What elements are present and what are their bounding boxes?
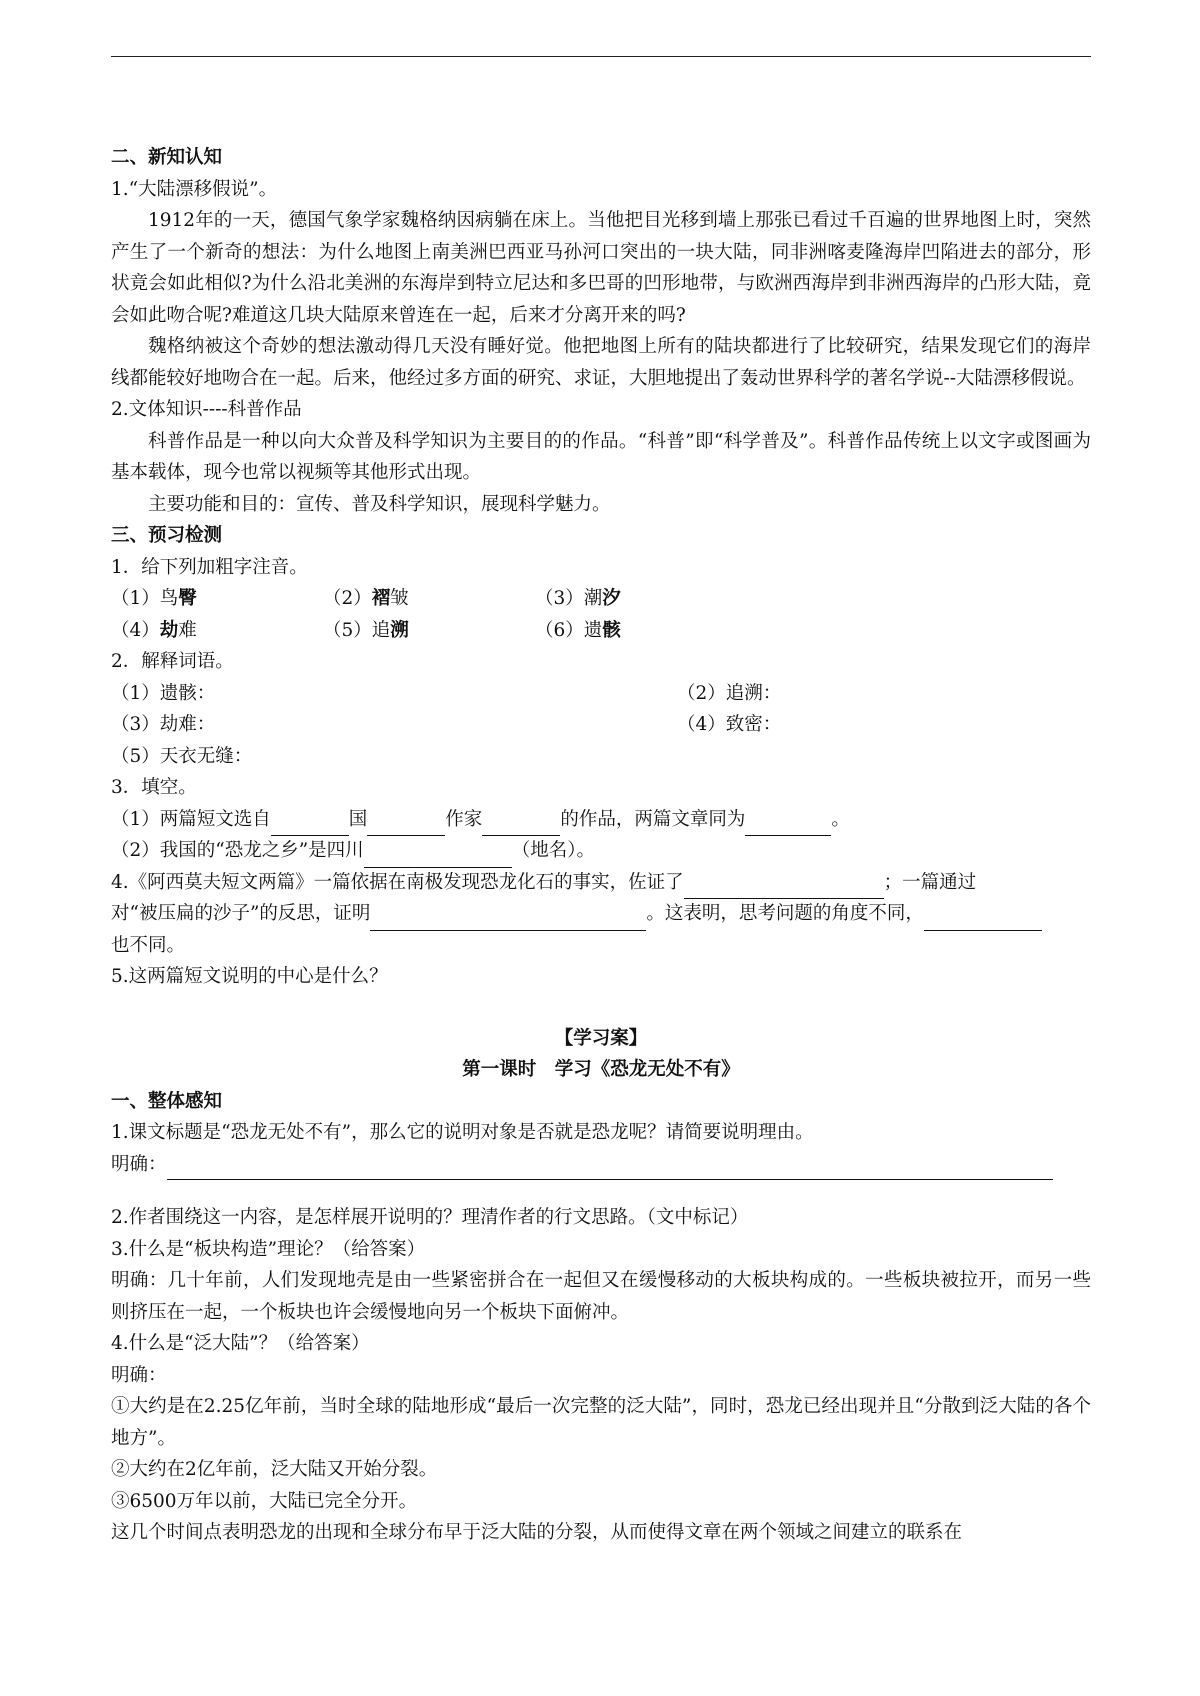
blank-line[interactable] (745, 804, 831, 837)
vocabulary-row (111, 709, 1091, 741)
phonetics-item: （1）鸟臀 (111, 588, 197, 609)
answer-line-1: 明确： (111, 1149, 1091, 1181)
phonetics-row (111, 583, 1091, 615)
question-1-phonetics: 1．给下列加粗字注音。 (111, 556, 308, 578)
header-rule (111, 56, 1091, 57)
vocabulary-item: （4）致密： (677, 714, 782, 735)
item-title-genre-knowledge: 2.文体知识----科普作品 (111, 399, 302, 420)
study-answer-4-conclusion: 这几个时间点表明恐龙的出现和全球分布早于泛大陆的分裂，从而使得文章在两个领域之间建立的联系在 (111, 1522, 963, 1543)
section-heading-preview-test: 三、预习检测 (111, 525, 223, 546)
vocabulary-row (111, 741, 1091, 773)
phonetics-item: （5）追溯 (323, 619, 409, 641)
paragraph-popular-science: 科普作品是一种以向大众普及科学知识为主要目的的作品。“科普”即“科学普及”。科普作品传统上以文字或图画为基本载体，现今也常以视频等其他形式出现。 (111, 430, 1091, 483)
blank-line[interactable] (367, 804, 445, 837)
answer-blank-line[interactable] (167, 1157, 1053, 1180)
paragraph-wegener-2: 魏格纳被这个奇妙的想法激动得几天没有睡好觉。他把地图上所有的陆块都进行了比较研究，结果发现它们的海岸线都能较好地吻合在一起。后来，他经过多方面的研究、求证，大胆地提出了轰动世界科学的著名学说--大陆漂移假说。 (111, 336, 1091, 389)
paragraph-wegener-1: 1912年的一天，德国气象学家魏格纳因病躺在床上。当他把目光移到墙上那张已看过千百遍的世界地图上时，突然产生了一个新奇的想法：为什么地图上南美洲巴西亚马孙河口突出的一块大陆，同非洲喀麦隆海岸凹陷进去的部分，形状竟会如此相似?为什么沿北美洲的东海岸到特立尼达和多巴哥的凹形地带，与欧洲西海岸到非洲西海岸的凸形大陆，竟会如此吻合呢?难道这几块大陆原来曾连在一起，后来才分离开来的吗? (111, 210, 1091, 326)
document-page (111, 142, 1091, 1549)
study-question-2: 2.作者围绕这一内容，是怎样展开说明的？理清作者的行文思路。（文中标记） (111, 1207, 749, 1228)
section-heading-overall: 一、整体感知 (111, 1090, 223, 1112)
study-question-1: 1.课文标题是“恐龙无处不有”，那么它的说明对象是否就是恐龙呢？请简要说明理由。 (111, 1122, 814, 1143)
blank-line[interactable] (364, 835, 512, 868)
fill-blank-2: （2）我国的“恐龙之乡”是四川 （地名）。 (111, 835, 1091, 867)
study-question-3: 3.什么是“板块构造”理论？（给答案） (111, 1238, 426, 1260)
question-4-line-2: 对“被压扁的沙子”的反思，证明 。这表明，思考问题的角度不同， (111, 898, 1091, 930)
study-question-4: 4.什么是“泛大陆”？（给答案） (111, 1333, 370, 1354)
section-heading-new-knowledge: 二、新知认知 (111, 147, 223, 168)
phonetics-row (111, 615, 1091, 647)
question-5: 5.这两篇短文说明的中心是什么？ (111, 966, 388, 987)
vocabulary-item: （3）劫难： (111, 714, 216, 735)
blank-line[interactable] (370, 898, 646, 931)
vocabulary-row (111, 678, 1091, 710)
lesson-subtitle: 第一课时 学习《恐龙无处不有》 (462, 1059, 740, 1080)
paragraph-function-purpose: 主要功能和目的：宣传、普及科学知识，展现科学魅力。 (148, 493, 611, 515)
phonetics-item: （3）潮汐 (535, 588, 621, 609)
study-answer-4-point-3: ③6500万年以前，大陆已完全分开。 (111, 1490, 418, 1512)
blank-line[interactable] (271, 804, 349, 837)
vocabulary-item: （2）追溯： (677, 682, 782, 704)
blank-line[interactable] (684, 867, 884, 900)
question-4-line-1: 4.《阿西莫夫短文两篇》一篇依据在南极发现恐龙化石的事实，佐证了 ；一篇通过 (111, 867, 1091, 899)
study-answer-3: 明确：几十年前，人们发现地壳是由一些紧密拼合在一起但又在缓慢移动的大板块构成的。一些板块被拉开，而另一些则挤压在一起，一个板块也许会缓慢地向另一个板块下面俯冲。 (111, 1270, 1091, 1323)
item-title-continental-drift: 1.“大陆漂移假说”。 (111, 178, 278, 200)
question-4-line-3: 也不同。 (111, 934, 186, 956)
study-answer-4-label: 明确： (111, 1364, 167, 1386)
phonetics-item: （2）褶皱 (323, 588, 409, 609)
study-plan-title: 【学习案】 (554, 1027, 648, 1049)
blank-line[interactable] (924, 898, 1042, 931)
study-answer-4-point-2: ②大约在2亿年前，泛大陆又开始分裂。 (111, 1459, 438, 1480)
question-2-vocabulary: 2．解释词语。 (111, 651, 234, 672)
phonetics-item: （6）遗骸 (535, 619, 621, 641)
question-3-fill-blank: 3．填空。 (111, 777, 197, 798)
study-answer-4-point-1: ①大约是在2.25亿年前，当时全球的陆地形成“最后一次完整的泛大陆”，同时，恐龙已经出现并且“分散到泛大陆的各个地方”。 (111, 1396, 1091, 1449)
blank-line[interactable] (482, 804, 560, 837)
vocabulary-item: （1）遗骸： (111, 682, 216, 704)
fill-blank-1: （1）两篇短文选自 国 作家 的作品，两篇文章同为 。 (111, 804, 1091, 836)
vocabulary-item: （5）天衣无缝： (111, 745, 253, 767)
phonetics-item: （4）劫难 (111, 619, 197, 641)
